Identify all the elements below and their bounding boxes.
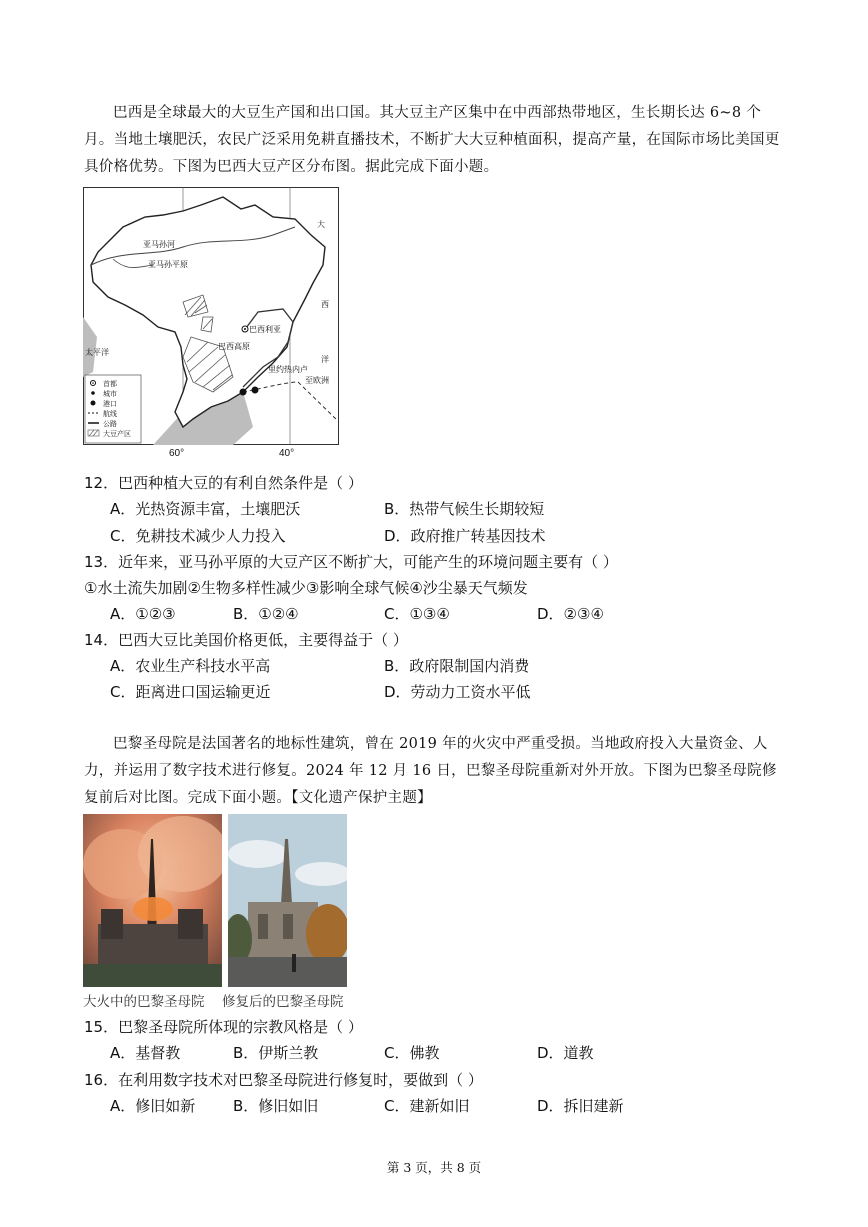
passage-notre-dame: 巴黎圣母院是法国著名的地标性建筑，曾在 2019 年的火灾中严重受损。当地政府投入大量资金、人力，并运用了数字技术进行修复。2024 年 12 月 16 日，巴黎圣母院重新对外开放。下图为巴黎圣母院修复前后对比图。完成下面小题。【文化遗产保护主题】 <box>84 736 777 806</box>
question-16: 16．在利用数字技术对巴黎圣母院进行修复时，要做到（ ） <box>84 1071 483 1089</box>
q13-option-d[interactable]: D．②③④ <box>537 605 604 623</box>
page-footer: 第 3 页，共 8 页 <box>386 1160 482 1175</box>
photo-restored <box>228 814 347 987</box>
brazil-soybean-map <box>83 187 339 445</box>
legend-route: 航线 <box>103 410 117 418</box>
q13-option-c[interactable]: C．①③④ <box>384 605 450 623</box>
caption-restored: 修复后的巴黎圣母院 <box>222 994 344 1010</box>
legend-port: 港口 <box>103 400 117 408</box>
q16-option-c[interactable]: C．建新如旧 <box>384 1097 470 1115</box>
label-west-ocean: 太平洋 <box>85 348 109 357</box>
q12-option-d[interactable]: D．政府推广转基因技术 <box>384 527 546 545</box>
label-ocean-3: 洋 <box>321 355 329 364</box>
q15-option-c[interactable]: C．佛教 <box>384 1044 440 1062</box>
map-longitude-labels <box>83 446 339 464</box>
q14-option-c[interactable]: C．距离进口国运输更近 <box>110 683 271 701</box>
q16-option-b[interactable]: B．修旧如旧 <box>233 1097 319 1115</box>
q15-option-d[interactable]: D．道教 <box>537 1044 594 1062</box>
q12-option-a[interactable]: A．光热资源丰富，土壤肥沃 <box>110 500 301 518</box>
label-amazon-plain: 亚马孙平原 <box>148 260 188 269</box>
lon-60: 60° <box>169 448 185 459</box>
label-brasilia: 巴西利亚 <box>249 325 281 334</box>
q12-option-c[interactable]: C．免耕技术减少人力投入 <box>110 527 286 545</box>
photo-fire <box>83 814 222 987</box>
q15-option-b[interactable]: B．伊斯兰教 <box>233 1044 319 1062</box>
label-ocean-1: 大 <box>317 220 325 229</box>
q12-option-b[interactable]: B．热带气候生长期较短 <box>384 500 545 518</box>
label-amazon-river: 亚马孙河 <box>143 240 175 249</box>
legend-capital: 首都 <box>103 380 117 388</box>
q14-option-d[interactable]: D．劳动力工资水平低 <box>384 683 531 701</box>
q15-option-a[interactable]: A．基督教 <box>110 1044 181 1062</box>
question-13: 13．近年来，亚马孙平原的大豆产区不断扩大，可能产生的环境问题主要有（ ） <box>84 553 618 571</box>
question-13-items: ①水土流失加剧②生物多样性减少③影响全球气候④沙尘暴天气频发 <box>84 579 528 597</box>
q13-option-a[interactable]: A．①②③ <box>110 605 176 623</box>
q16-option-a[interactable]: A．修旧如新 <box>110 1097 196 1115</box>
q13-option-b[interactable]: B．①②④ <box>233 605 299 623</box>
label-rio: 里约热内卢 <box>268 365 308 374</box>
question-14: 14．巴西大豆比美国价格更低，主要得益于（ ） <box>84 631 408 649</box>
legend-city: 城市 <box>103 390 117 398</box>
caption-fire: 大火中的巴黎圣母院 <box>83 994 205 1010</box>
q16-option-d[interactable]: D．拆旧建新 <box>537 1097 624 1115</box>
label-route: 至欧洲 <box>305 376 329 385</box>
label-ocean-2: 西 <box>321 300 329 309</box>
label-brazil-plateau: 巴西高原 <box>218 342 250 351</box>
lon-40: 40° <box>279 448 295 459</box>
legend-soybean: 大豆产区 <box>103 430 131 438</box>
question-12: 12．巴西种植大豆的有利自然条件是（ ） <box>84 474 363 492</box>
q14-option-b[interactable]: B．政府限制国内消费 <box>384 657 530 675</box>
passage-brazil-soybean: 巴西是全球最大的大豆生产国和出口国。其大豆主产区集中在中西部热带地区，生长期长达 6~8 个月。当地土壤肥沃，农民广泛采用免耕直播技术，不断扩大大豆种植面积，提高产量，在国际市场比美国更具价格优势。下图为巴西大豆产区分布图。据此完成下面小题。 <box>84 105 780 175</box>
question-15: 15．巴黎圣母院所体现的宗教风格是（ ） <box>84 1018 363 1036</box>
q14-option-a[interactable]: A．农业生产科技水平高 <box>110 657 271 675</box>
legend-road: 公路 <box>103 420 117 428</box>
map-legend <box>85 375 141 443</box>
